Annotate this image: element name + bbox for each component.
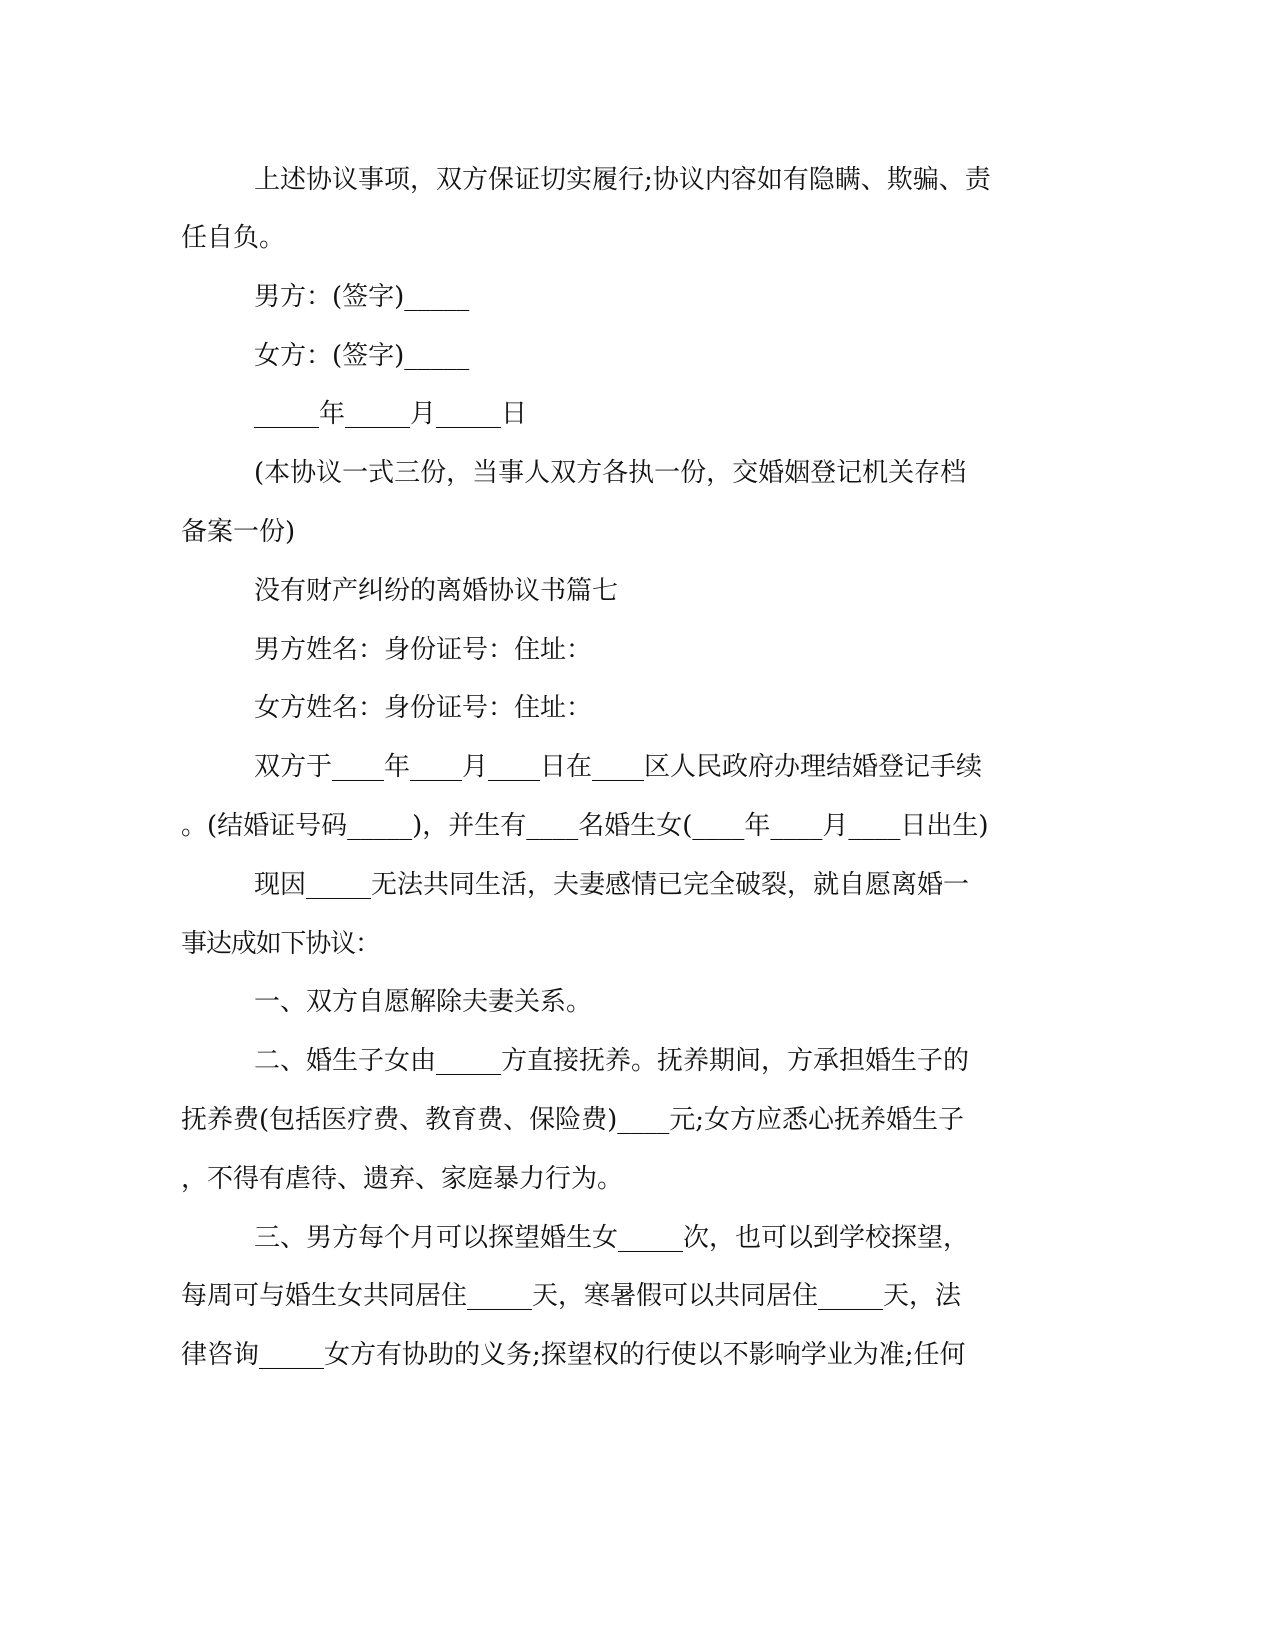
- text-line: 。(结婚证号码_____)，并生有____名婚生女(____年____月____日出生): [181, 811, 989, 841]
- text-line: 二、婚生子女由_____方直接抚养。抚养期间，方承担婚生子的: [254, 1046, 970, 1076]
- text-line: 一、双方自愿解除夫妻关系。: [254, 987, 593, 1017]
- text-line: 上述协议事项，双方保证切实履行;协议内容如有隐瞒、欺骗、责: [254, 165, 991, 195]
- text-line: 每周可与婚生女共同居住_____天，寒暑假可以共同居住_____天，法: [181, 1281, 962, 1311]
- text-line: 事达成如下协议：: [181, 929, 380, 959]
- text-line: 任自负。: [181, 223, 286, 253]
- text-line: 现因_____无法共同生活，夫妻感情已完全破裂，就自愿离婚一: [254, 870, 970, 900]
- text-line: 女方姓名：身份证号：住址：: [254, 693, 593, 723]
- text-line: ，不得有虐待、遗弃、家庭暴力行为。: [181, 1164, 624, 1194]
- text-line: 律咨询_____女方有协助的义务;探望权的行使以不影响学业为准;任何: [181, 1340, 966, 1370]
- signature-line-male: 男方：(签字)_____: [254, 282, 470, 312]
- text-line: 三、男方每个月可以探望婚生女_____次，也可以到学校探望，: [254, 1223, 970, 1253]
- text-line: 双方于____年____月____日在____区人民政府办理结婚登记手续: [254, 752, 983, 782]
- text-line: 抚养费(包括医疗费、教育费、保险费)____元;女方应悉心抚养婚生子: [181, 1105, 965, 1135]
- text-line: 备案一份): [181, 517, 296, 547]
- text-line: (本协议一式三份，当事人双方各执一份，交婚姻登记机关存档: [254, 458, 967, 488]
- signature-line-female: 女方：(签字)_____: [254, 341, 470, 371]
- date-line: _____年_____月_____日: [254, 399, 528, 429]
- section-heading: 没有财产纠纷的离婚协议书篇七: [254, 576, 619, 606]
- text-line: 男方姓名：身份证号：住址：: [254, 635, 593, 665]
